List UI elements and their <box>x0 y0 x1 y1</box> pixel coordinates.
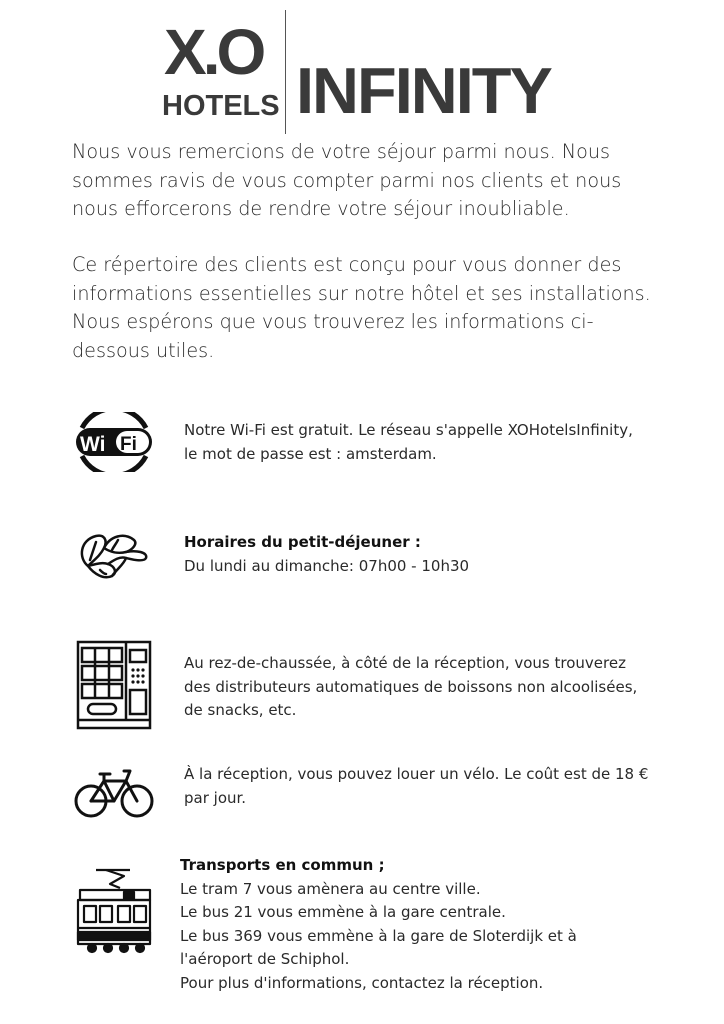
transport-line: l'aéroport de Schiphol. <box>180 950 350 968</box>
transport-info <box>180 854 577 995</box>
vending-line: des distributeurs automatiques de boissons non alcoolisées, <box>184 677 638 696</box>
breakfast-line: Du lundi au dimanche: 07h00 - 10h30 <box>184 556 470 575</box>
vending-line: de snacks, etc. <box>184 701 297 719</box>
intro-line: dessous utiles. <box>72 338 215 362</box>
bike-info <box>184 763 648 810</box>
wifi-info <box>184 419 633 466</box>
wifi-line: Notre Wi-Fi est gratuit. Le réseau s'appelle XOHotelsInfinity, <box>184 421 633 439</box>
logo-divider <box>285 10 286 134</box>
bike-line: par jour. <box>184 788 247 807</box>
wifi-icon-text-wi: Wi <box>80 433 106 456</box>
logo-hotels: HOTELS <box>162 90 280 122</box>
intro-paragraph-2 <box>72 251 672 365</box>
intro-line: sommes ravis de vous compter parmi nos clients et nous <box>72 168 622 192</box>
bicycle-icon <box>74 765 154 819</box>
transport-line: Le bus 21 vous emmène à la gare centrale. <box>180 903 506 921</box>
transport-heading: Transports en commun ; <box>180 856 385 874</box>
wifi-icon <box>74 412 154 472</box>
transport-line: Le tram 7 vous amènera au centre ville. <box>180 879 481 898</box>
breakfast-heading: Horaires du petit-déjeuner : <box>184 533 421 551</box>
vending-info <box>184 652 637 723</box>
breakfast-info <box>184 531 469 578</box>
vending-machine-icon <box>76 640 152 732</box>
hotel-logo <box>158 10 558 136</box>
tram-icon <box>74 866 152 956</box>
logo-brand: INFINITY <box>296 54 551 127</box>
bike-line: À la réception, vous pouvez louer un vélo. Le coût est de 18 € <box>184 765 649 783</box>
intro-line: Nous vous remercions de votre séjour parmi nous. Nous <box>72 140 611 163</box>
wifi-icon-text-fi: Fi <box>120 434 137 455</box>
intro-paragraph-1 <box>72 138 672 224</box>
vending-line: Au rez-de-chaussée, à côté de la réception, vous trouverez <box>184 654 626 672</box>
intro-line: informations essentielles sur notre hôtel et ses installations. <box>72 281 651 305</box>
logo-xo: X.O <box>164 16 263 88</box>
wifi-line: le mot de passe est : amsterdam. <box>184 444 437 463</box>
croissant-icon <box>74 526 152 586</box>
intro-line: Nous espérons que vous trouverez les informations ci- <box>72 310 594 333</box>
transport-line: Pour plus d'informations, contactez la réception. <box>180 973 544 992</box>
transport-line: Le bus 369 vous emmène à la gare de Sloterdijk et à <box>180 926 577 945</box>
intro-line: Ce répertoire des clients est conçu pour vous donner des <box>72 253 622 276</box>
intro-line: nous efforcerons de rendre votre séjour inoubliable. <box>72 197 570 220</box>
